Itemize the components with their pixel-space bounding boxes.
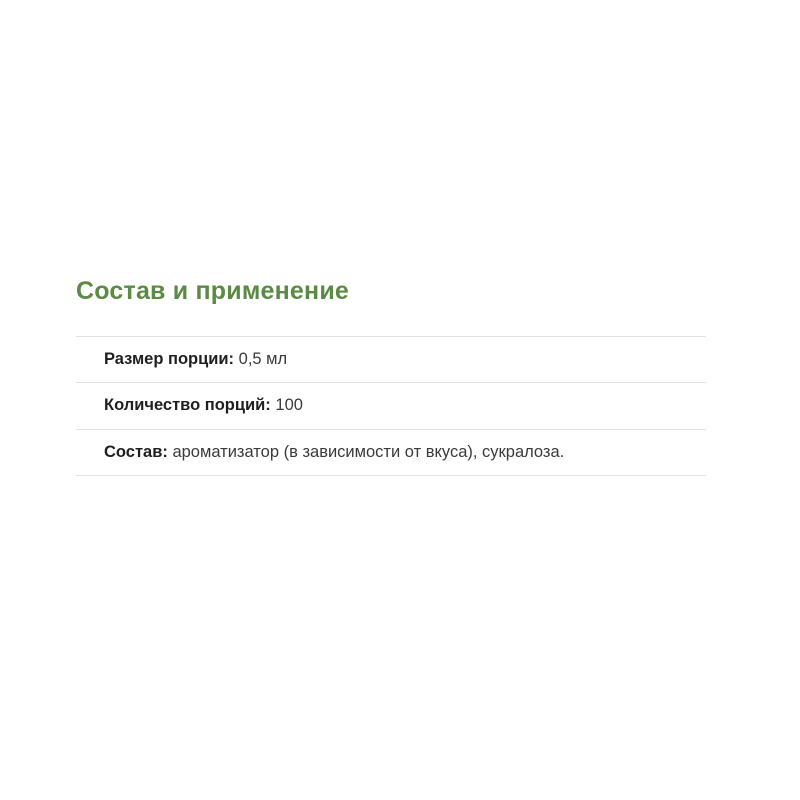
ingredients-value: ароматизатор (в зависимости от вкуса), сукралоза.: [172, 442, 565, 461]
ingredients-label: Состав:: [104, 442, 168, 461]
ingredients-section: [76, 276, 706, 476]
servings-count-cell: [76, 383, 706, 429]
table-row: [76, 337, 706, 383]
table-row: [76, 383, 706, 429]
servings-count-label: Количество порций:: [104, 396, 271, 415]
section-title: Состав и применение: [76, 277, 349, 305]
ingredients-cell: [76, 429, 706, 475]
supplement-facts-table: [76, 336, 706, 476]
serving-size-value: 0,5 мл: [238, 350, 288, 368]
servings-count-value: 100: [275, 396, 303, 415]
serving-size-cell: [76, 337, 706, 383]
serving-size-label: Размер порции:: [104, 350, 235, 368]
table-row: [76, 429, 706, 475]
